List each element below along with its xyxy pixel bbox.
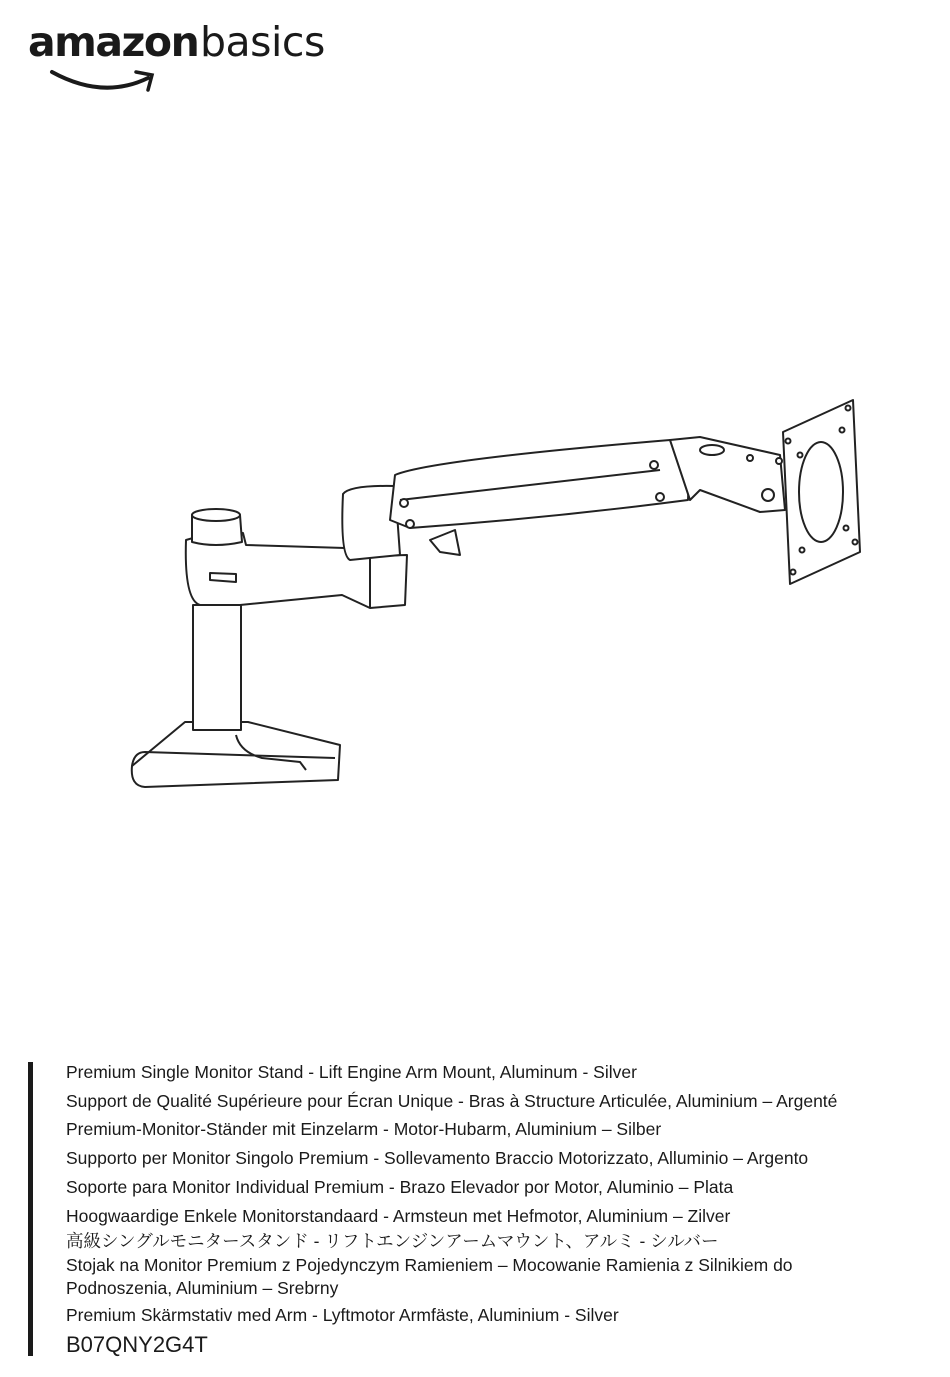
title-ja: 高級シングルモニタースタンド - リフトエンジンアームマウント、アルミ - シルバー xyxy=(66,1231,719,1252)
logo-amazon: amazon xyxy=(28,18,199,66)
title-de: Premium-Monitor-Ständer mit Einzelarm - Motor-Hubarm, Aluminium – Silber xyxy=(66,1119,662,1140)
title-accent-bar xyxy=(28,1062,33,1356)
title-nl: Hoogwaardige Enkele Monitorstandaard - Armsteun met Hefmotor, Aluminium – Zilver xyxy=(66,1205,731,1226)
title-pl-1: Stojak na Monitor Premium z Pojedynczym Ramieniem – Mocowanie Ramienia z Silnikiem do xyxy=(66,1254,793,1275)
product-titles xyxy=(66,1058,946,1360)
logo-basics: basics xyxy=(200,18,325,66)
title-es: Soporte para Monitor Individual Premium - Brazo Elevador por Motor, Aluminio – Plata xyxy=(66,1176,734,1197)
title-en: Premium Single Monitor Stand - Lift Engine Arm Mount, Aluminum - Silver xyxy=(66,1062,637,1082)
pole xyxy=(193,605,241,730)
title-it: Supporto per Monitor Singolo Premium - Sollevamento Braccio Motorizzato, Alluminio – Argento xyxy=(66,1148,809,1169)
title-fr: Support de Qualité Supérieure pour Écran Unique - Bras à Structure Articulée, Aluminium – Argenté xyxy=(66,1090,838,1111)
title-pl-2: Podnoszenia, Aluminium – Srebrny xyxy=(66,1278,339,1299)
title-sv: Premium Skärmstativ med Arm - Lyftmotor Armfäste, Aluminium - Silver xyxy=(66,1304,619,1325)
elbow-joint xyxy=(342,486,400,560)
product-sku: B07QNY2G4T xyxy=(66,1332,208,1358)
